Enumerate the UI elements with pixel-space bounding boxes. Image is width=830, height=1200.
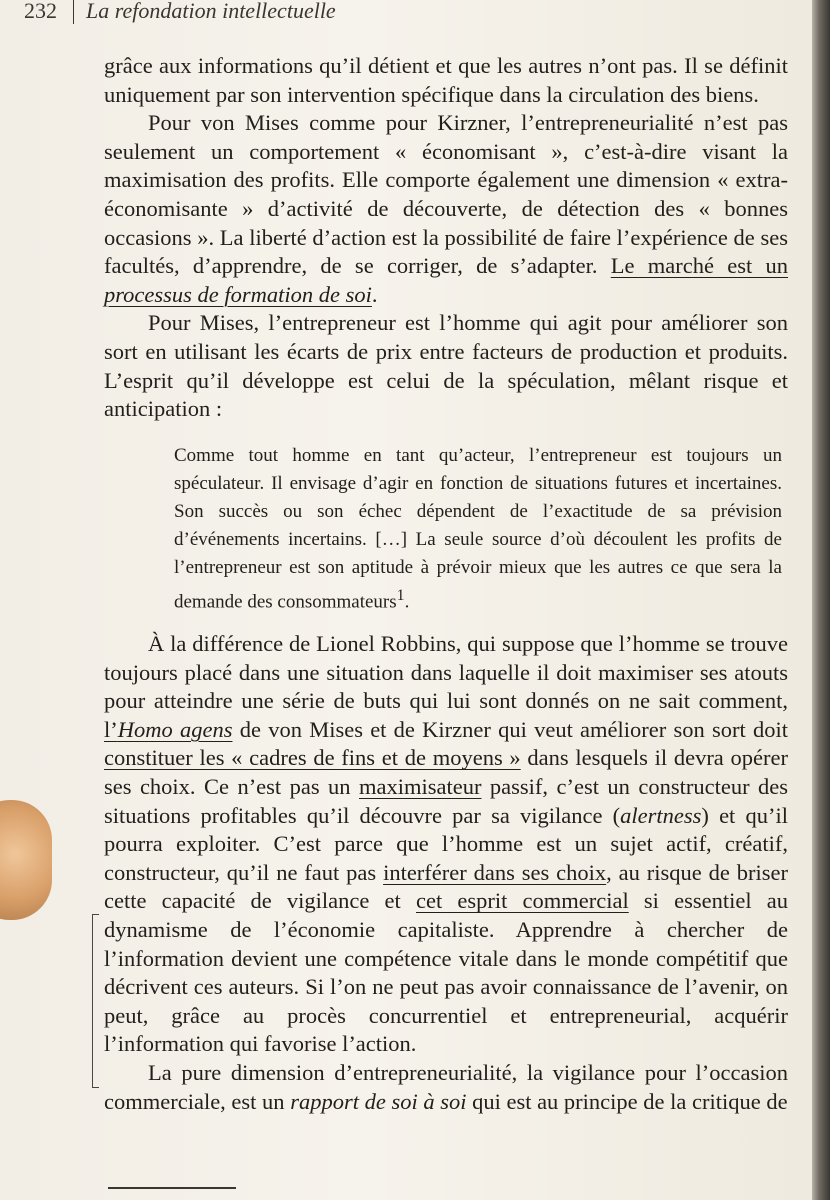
homo-agens-term: Homo agens [117, 716, 233, 742]
margin-bracket-mark [92, 914, 99, 1088]
underlined-constituer: constituer les « cadres de fins et de moyens » [104, 745, 521, 771]
quote-end: . [404, 591, 410, 613]
paragraph-5-text-a: La pure dimension d’entrepreneurialité, la vigilance pour l’occasion commerciale, est un [104, 1059, 788, 1114]
header-divider [73, 0, 74, 24]
italic-rapport-de-soi: rapport de soi à soi [290, 1088, 467, 1114]
page-number: 232 [24, 0, 57, 23]
footnote-rule [108, 1187, 236, 1189]
footnote-marker: 1 [396, 586, 405, 604]
quote-text: Comme tout homme en tant qu’acteur, l’entrepreneur est toujours un spéculateur. Il envisage d’agir en fonction de situations futures et incertaines. Son succès ou son échec dépendent de l’exactitude de sa prévision d’événements incertains. […] La seule source d’où découlent les profits de l’entrepreneur est son aptitude à prévoir mieux que les autres ce que sera la demande des consommateurs [174, 444, 782, 613]
thumb-in-frame [0, 800, 52, 920]
paragraph-4-text-a: À la différence de Lionel Robbins, qui suppose que l’homme se trouve toujours placé dans une situation dans laquelle il doit maximiser ses atouts pour atteindre une série de buts qui lui sont donnés on ne sait comment, [104, 631, 788, 714]
underlined-maximisateur: maximisateur [359, 774, 482, 800]
paragraph-4-text-f: , au risque de briser cette capacité de vigilance et [104, 859, 788, 914]
alertness-term: alertness [620, 802, 702, 828]
paragraph-2 [104, 109, 788, 309]
paragraph-2-text: Pour von Mises comme pour Kirzner, l’entrepreneurialité n’est pas seulement un comportement « économisant », c’est-à-dire visant la maximisation des profits. Elle comporte également une dimension « extra-économisante » d’activité de découverte, de détection des « bonnes occasions ». La liberté d’action est la possibilité de faire l’expérience de ses facultés, d’apprendre, de se corriger, de s’adapter. [104, 110, 788, 279]
paragraph-4-text-g: si essentiel au dynamisme de l’économie capitaliste. Apprendre à chercher de l’information devient une compétence vitale dans le monde compétitif que décrivent ces auteurs. Si l’on ne peut pas avoir connaissance de l’avenir, on peut, grâce au procès concurrentiel et entrepreneurial, acquérir l’information qui favorise l’action. [104, 888, 788, 1057]
paragraph-4-text-e: ) et qu’il pourra exploiter. C’est parce que l’homme est un sujet actif, créatif, constructeur, qu’il ne faut pas [104, 802, 788, 885]
main-text [104, 52, 788, 1116]
block-quote [174, 442, 782, 616]
article-l: l’ [104, 716, 118, 742]
underlined-interferer: interférer dans ses choix [383, 859, 607, 885]
running-header [24, 0, 336, 24]
paragraph-3: Pour Mises, l’entrepreneur est l’homme qui agit pour améliorer son sort en utilisant les écarts de prix entre facteurs de production et produits. L’esprit qu’il développe est celui de la spéculation, mêlant risque et anticipation : [104, 310, 788, 422]
paragraph-4-text-d: passif, c’est un constructeur des situations profitables qu’il découvre par sa vigilance ( [104, 774, 788, 828]
underlined-phrase: Le marché est un [610, 253, 788, 279]
underlined-esprit-commercial: cet esprit commercial [415, 888, 629, 914]
paragraph-5 [104, 1059, 788, 1116]
underlined-homo-agens [104, 717, 232, 742]
paragraph-4 [104, 630, 788, 1059]
paragraph-1: grâce aux informations qu’il détient et que les autres n’ont pas. Il se définit uniquement par son intervention spécifique dans la circulation des biens. [104, 53, 788, 107]
paragraph-2-end: . [371, 281, 378, 307]
paragraph-5-text-b: qui est au principe de la critique de [466, 1088, 788, 1114]
running-title: La refondation intellectuelle [86, 0, 336, 23]
book-spine-edge [812, 0, 830, 1200]
italic-phrase: processus de formation de soi [104, 281, 372, 307]
paragraph-4-text-c: dans lesquels il devra opérer ses choix. Ce n’est pas un [104, 745, 788, 800]
paragraph-4-text-b: de von Mises et de Kirzner qui veut améliorer son sort doit [232, 716, 788, 742]
